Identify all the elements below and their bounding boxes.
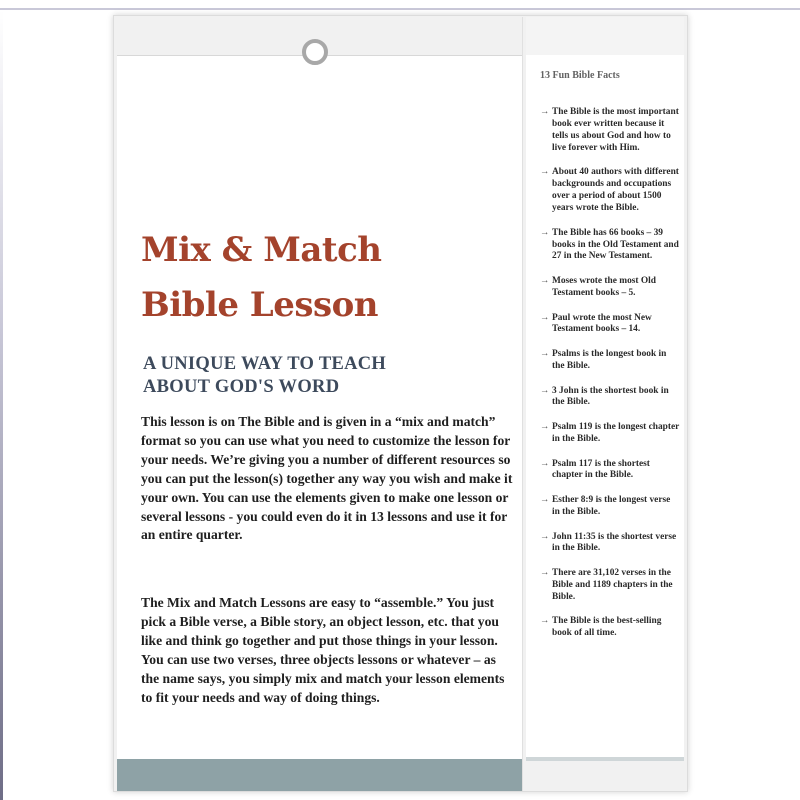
facts-list <box>540 107 680 653</box>
fact-text: Esther 8:9 is the longest verse in the Bible. <box>552 495 671 517</box>
fact-text: Paul wrote the most New Testament books – 14. <box>552 312 652 335</box>
sidebar-header-strip <box>526 17 684 55</box>
arrow-bullet-icon: → <box>540 422 550 433</box>
title-line-2: Bible Lesson <box>141 285 379 325</box>
fact-text: There are 31,102 verses in the Bible and 1189 chapters in the Bible. <box>552 568 673 602</box>
fact-text: The Bible has 66 books – 39 books in the Old Testament and 27 in the New Testament. <box>552 227 679 262</box>
fact-item <box>540 568 680 604</box>
fact-text: The Bible is the best-selling book of all time. <box>552 616 662 639</box>
arrow-bullet-icon: → <box>540 385 550 396</box>
title-line-1: Mix & Match <box>141 230 382 270</box>
arrow-bullet-icon: → <box>540 458 550 469</box>
fact-item <box>540 495 680 519</box>
fact-item <box>540 276 680 300</box>
fact-text: Moses wrote the most Old Testament books – 5. <box>552 276 656 298</box>
arrow-bullet-icon: → <box>540 167 550 178</box>
fact-item <box>540 386 680 410</box>
fact-item <box>540 349 680 373</box>
fact-item <box>540 459 680 483</box>
arrow-bullet-icon: → <box>540 616 550 627</box>
arrow-bullet-icon: → <box>540 107 550 117</box>
arrow-bullet-icon: → <box>540 312 550 323</box>
binder-ring-icon <box>302 39 328 65</box>
arrow-bullet-icon: → <box>540 227 550 238</box>
fact-item <box>540 532 680 556</box>
fact-text: Psalms is the longest book in the Bible. <box>552 349 667 371</box>
fact-text: The Bible is the most important book ever written because it tells us about God and how to live forever with Him. <box>552 107 679 153</box>
page-title <box>141 223 521 333</box>
fact-text: About 40 authors with different backgrounds and occupations over a period of about 1500 years wrote the Bible. <box>552 167 679 214</box>
arrow-bullet-icon: → <box>540 276 550 287</box>
page-subtitle <box>143 353 523 399</box>
fact-text: Psalm 117 is the shortest chapter in the Bible. <box>552 458 650 481</box>
sidebar-title: 13 Fun Bible Facts <box>540 70 620 81</box>
footer-band <box>117 759 522 791</box>
fact-item <box>540 167 680 215</box>
arrow-bullet-icon: → <box>540 495 550 506</box>
arrow-bullet-icon: → <box>540 531 550 542</box>
assembly-paragraph: The Mix and Match Lessons are easy to “assemble.” You just pick a Bible verse, a Bible story, an object lesson, etc. that you like and think go together and put those things in your lesson. You can use two verses, three objects lessons or whatever – as the name says, you simply mix and match your lesson elements to fit your needs and way of doing things. <box>141 595 505 705</box>
fact-item <box>540 616 680 640</box>
fact-item <box>540 422 680 446</box>
subtitle-line-2: ABOUT GOD'S WORD <box>143 377 340 397</box>
sidebar-bottom-edge <box>526 757 684 761</box>
fact-item <box>540 313 680 337</box>
left-edge-shadow <box>0 10 3 800</box>
fact-text: 3 John is the shortest book in the Bible. <box>552 385 669 408</box>
fact-text: John 11:35 is the shortest verse in the Bible. <box>552 531 677 554</box>
top-rule <box>0 8 800 10</box>
bible-facts-sidebar <box>526 17 684 757</box>
arrow-bullet-icon: → <box>540 568 550 579</box>
fact-item <box>540 107 680 155</box>
main-page <box>117 17 523 791</box>
fact-text: Psalm 119 is the longest chapter in the Bible. <box>552 422 680 444</box>
fact-item <box>540 228 680 264</box>
arrow-bullet-icon: → <box>540 349 550 360</box>
subtitle-line-1: A UNIQUE WAY TO TEACH <box>143 354 387 374</box>
intro-paragraph: This lesson is on The Bible and is given in a “mix and match” format so you can use what you need to customize the lesson for your needs. We’re giving you a number of different resources so you can put the lesson(s) together any way you wish and make it your own. You can use the elements given to make one lesson or several lessons - you could even do it in 13 lessons and use it for an entire quarter. <box>141 414 513 543</box>
